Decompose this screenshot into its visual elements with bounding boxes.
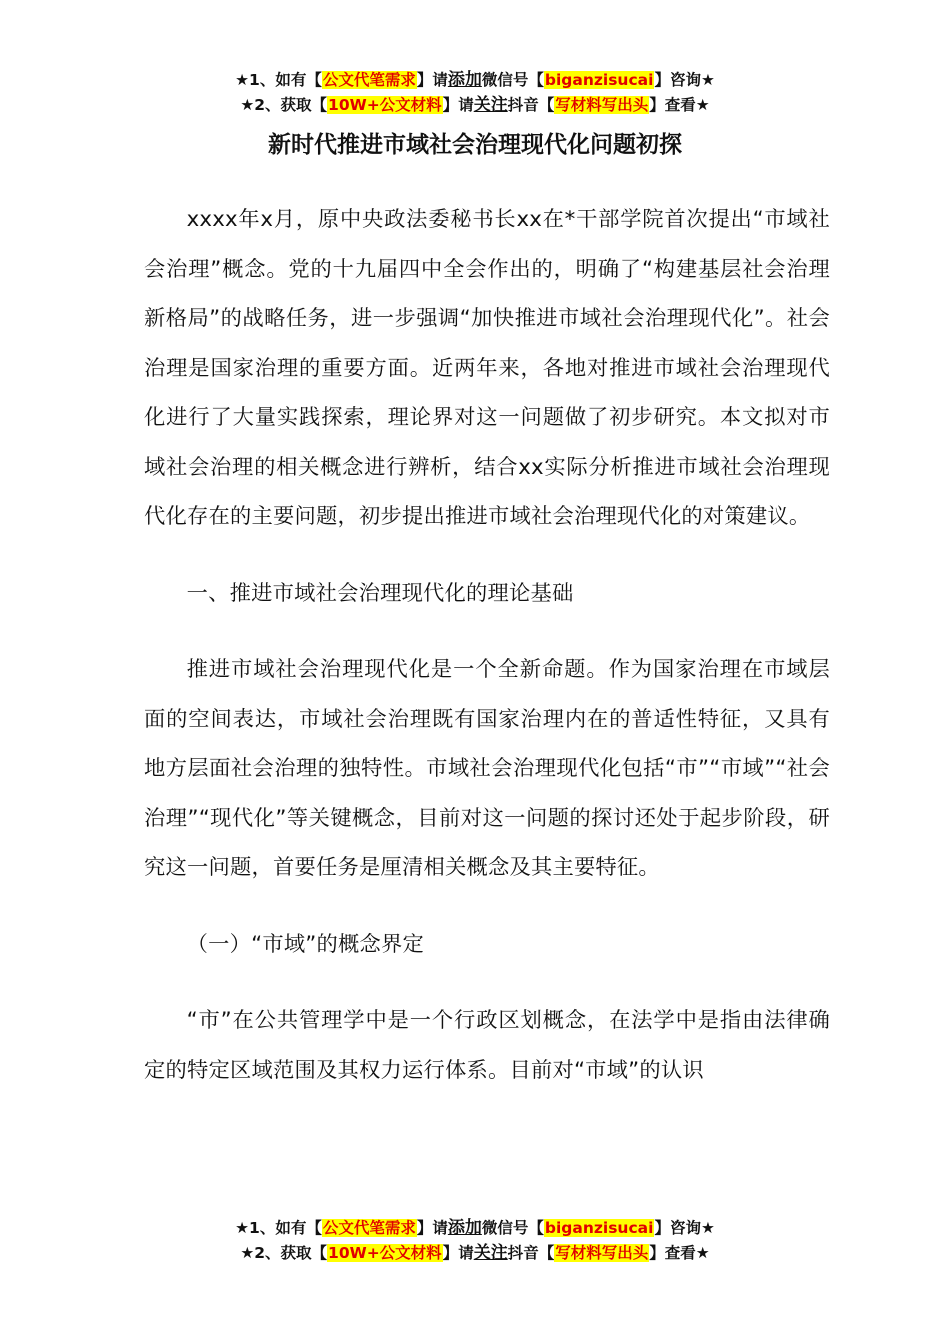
banner-text: ★2、获取【 <box>240 1244 328 1262</box>
banner-text: 】咨询★ <box>654 1219 715 1237</box>
banner-text: ★2、获取【 <box>240 96 328 114</box>
banner-highlight: 10W+公文材料 <box>328 96 442 114</box>
banner-highlight: 写材料写出头 <box>555 1244 649 1262</box>
document-body <box>144 195 830 1095</box>
document-title: 新时代推进市域社会治理现代化问题初探 <box>268 132 682 158</box>
subsection-heading-1: （一）“市域”的概念界定 <box>186 931 425 957</box>
banner-emphasis: 关注 <box>473 95 508 115</box>
footer-banner <box>0 1216 950 1266</box>
banner-highlight: 10W+公文材料 <box>328 1244 442 1262</box>
banner-highlight: 公文代笔需求 <box>322 1219 416 1237</box>
banner-text: 微信号【 <box>481 1219 544 1237</box>
banner-text: 抖音【 <box>507 96 555 114</box>
banner-text: ★1、如有【 <box>235 1219 322 1237</box>
banner-text: 】请 <box>416 71 448 89</box>
banner-text: 】请 <box>442 1244 474 1262</box>
banner-highlight: biganzisucai <box>544 1219 654 1237</box>
banner-text: 】请 <box>442 96 474 114</box>
banner-line-1 <box>0 1216 950 1241</box>
banner-line-2 <box>0 93 950 118</box>
header-banner <box>0 68 950 118</box>
banner-highlight: 公文代笔需求 <box>322 71 416 89</box>
section-heading-1: 一、推进市域社会治理现代化的理论基础 <box>186 580 574 606</box>
banner-emphasis: 添加 <box>447 1218 482 1238</box>
paragraph-section-1: 推进市域社会治理现代化是一个全新命题。作为国家治理在市域层面的空间表达，市域社会治理既有国家治理内在的普适性特征，又具有地方层面社会治理的独特性。市域社会治理现代化包括“市”“市域”“社会治理”“现代化”等关键概念，目前对这一问题的探讨还处于起步阶段，研究这一问题，首要任务是厘清相关概念及其主要特征。 <box>144 657 830 880</box>
banner-line-1 <box>0 68 950 93</box>
banner-text: 】咨询★ <box>654 71 715 89</box>
banner-text: 微信号【 <box>481 71 544 89</box>
banner-line-2 <box>0 1241 950 1266</box>
banner-emphasis: 关注 <box>473 1243 508 1263</box>
banner-text: ★1、如有【 <box>235 71 322 89</box>
banner-text: 】查看★ <box>649 1244 710 1262</box>
banner-emphasis: 添加 <box>447 70 482 90</box>
banner-text: 】查看★ <box>649 96 710 114</box>
banner-text: 】请 <box>416 1219 448 1237</box>
banner-text: 抖音【 <box>507 1244 555 1262</box>
paragraph-intro: xxxx年x月，原中央政法委秘书长xx在*干部学院首次提出“市域社会治理”概念。党的十九届四中全会作出的，明确了“构建基层社会治理新格局”的战略任务，进一步强调“加快推进市域社会治理现代化”。社会治理是国家治理的重要方面。近两年来，各地对推进市域社会治理现代化进行了大量实践探索，理论界对这一问题做了初步研究。本文拟对市域社会治理的相关概念进行辨析，结合xx实际分析推进市域社会治理现代化存在的主要问题，初步提出推进市域社会治理现代化的对策建议。 <box>144 207 830 529</box>
banner-highlight: 写材料写出头 <box>555 96 649 114</box>
paragraph-subsection-1: “市”在公共管理学中是一个行政区划概念，在法学中是指由法律确定的特定区域范围及其权力运行体系。目前对“市域”的认识 <box>144 1008 830 1083</box>
banner-highlight: biganzisucai <box>544 71 654 89</box>
